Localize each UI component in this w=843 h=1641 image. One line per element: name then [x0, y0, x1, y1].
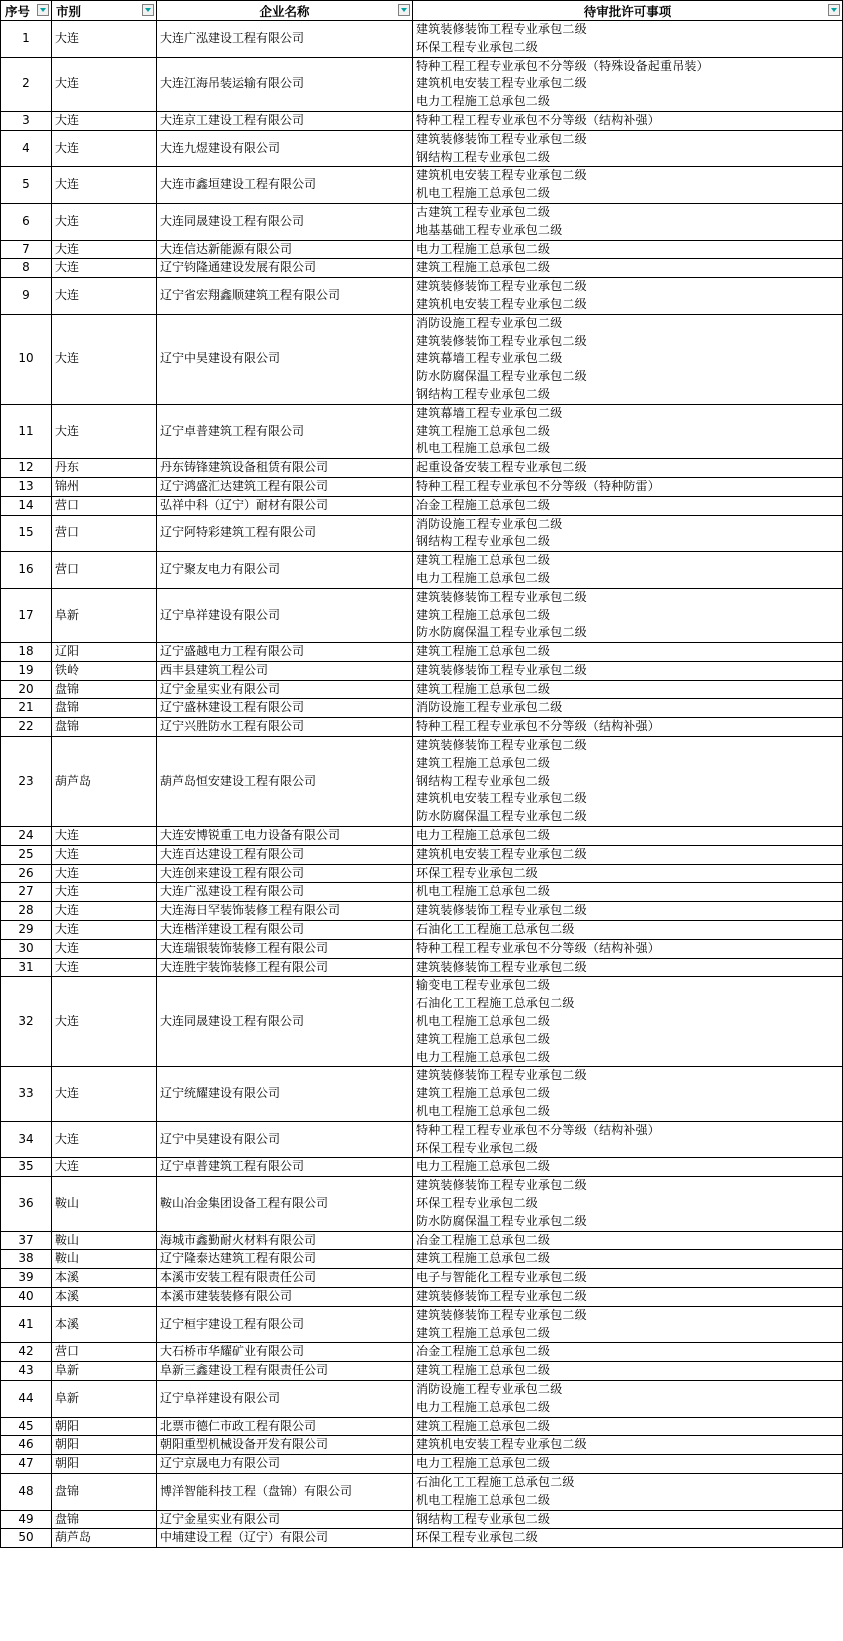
cell-city: 阜新 [52, 588, 157, 642]
table-row [1, 515, 843, 552]
cell-city: 大连 [52, 1121, 157, 1158]
cell-city: 营口 [52, 515, 157, 552]
cell-company: 辽宁兴胜防水工程有限公司 [157, 718, 413, 737]
cell-items: 冶金工程施工总承包二级 [413, 1231, 843, 1250]
cell-no: 21 [1, 699, 52, 718]
table-row [1, 240, 843, 259]
table-row [1, 1121, 843, 1158]
cell-company: 辽宁桓宇建设工程有限公司 [157, 1306, 413, 1343]
cell-items: 特种工程工程专业承包不分等级（特殊设备起重吊装） 建筑机电安装工程专业承包二级 电力工程施工总承包二级 [413, 57, 843, 111]
table-row [1, 1362, 843, 1381]
cell-no: 29 [1, 921, 52, 940]
cell-items: 建筑装修装饰工程专业承包二级 建筑机电安装工程专业承包二级 [413, 278, 843, 315]
cell-items: 建筑工程施工总承包二级 电力工程施工总承包二级 [413, 552, 843, 589]
cell-no: 39 [1, 1269, 52, 1288]
header-row [1, 1, 843, 21]
cell-city: 鞍山 [52, 1250, 157, 1269]
cell-no: 23 [1, 737, 52, 827]
cell-no: 8 [1, 259, 52, 278]
filter-dropdown-icon[interactable] [37, 4, 49, 16]
cell-city: 锦州 [52, 477, 157, 496]
cell-items: 环保工程专业承包二级 [413, 864, 843, 883]
cell-city: 大连 [52, 845, 157, 864]
cell-city: 大连 [52, 939, 157, 958]
cell-items: 建筑机电安装工程专业承包二级 [413, 1436, 843, 1455]
table-row [1, 477, 843, 496]
cell-city: 本溪 [52, 1306, 157, 1343]
cell-company: 辽宁鸿盛汇达建筑工程有限公司 [157, 477, 413, 496]
cell-items: 起重设备安装工程专业承包二级 [413, 459, 843, 478]
cell-no: 44 [1, 1380, 52, 1417]
table-row [1, 459, 843, 478]
cell-city: 营口 [52, 1343, 157, 1362]
table-row [1, 737, 843, 827]
table-row [1, 1510, 843, 1529]
cell-no: 9 [1, 278, 52, 315]
table-row [1, 496, 843, 515]
cell-city: 葫芦岛 [52, 1529, 157, 1548]
cell-city: 营口 [52, 496, 157, 515]
cell-company: 丹东铸锋建筑设备租赁有限公司 [157, 459, 413, 478]
cell-company: 辽宁卓普建筑工程有限公司 [157, 404, 413, 458]
cell-no: 48 [1, 1473, 52, 1510]
cell-items: 建筑装修装饰工程专业承包二级 建筑工程施工总承包二级 机电工程施工总承包二级 [413, 1067, 843, 1121]
cell-company: 大连广泓建设工程有限公司 [157, 883, 413, 902]
table-row [1, 902, 843, 921]
cell-company: 大连海日罕装饰装修工程有限公司 [157, 902, 413, 921]
cell-no: 43 [1, 1362, 52, 1381]
cell-no: 34 [1, 1121, 52, 1158]
cell-company: 大连同晟建设工程有限公司 [157, 203, 413, 240]
header-company: 企业名称 [157, 1, 413, 21]
cell-items: 建筑装修装饰工程专业承包二级 建筑工程施工总承包二级 [413, 1306, 843, 1343]
cell-items: 建筑工程施工总承包二级 [413, 680, 843, 699]
cell-city: 大连 [52, 240, 157, 259]
cell-company: 辽宁聚友电力有限公司 [157, 552, 413, 589]
cell-company: 大连安博锐重工电力设备有限公司 [157, 827, 413, 846]
cell-company: 辽宁金星实业有限公司 [157, 680, 413, 699]
cell-city: 本溪 [52, 1287, 157, 1306]
table-row [1, 643, 843, 662]
table-row [1, 1417, 843, 1436]
cell-city: 朝阳 [52, 1417, 157, 1436]
cell-city: 朝阳 [52, 1436, 157, 1455]
cell-company: 辽宁卓普建筑工程有限公司 [157, 1158, 413, 1177]
cell-company: 大连信达新能源有限公司 [157, 240, 413, 259]
table-row [1, 1231, 843, 1250]
cell-no: 6 [1, 203, 52, 240]
cell-no: 10 [1, 314, 52, 404]
cell-items: 石油化工工程施工总承包二级 机电工程施工总承包二级 [413, 1473, 843, 1510]
cell-no: 26 [1, 864, 52, 883]
cell-items: 机电工程施工总承包二级 [413, 883, 843, 902]
header-items: 待审批许可事项 [413, 1, 843, 21]
cell-no: 46 [1, 1436, 52, 1455]
table-row [1, 278, 843, 315]
cell-city: 大连 [52, 404, 157, 458]
cell-city: 营口 [52, 552, 157, 589]
table-row [1, 1067, 843, 1121]
table-row [1, 552, 843, 589]
cell-items: 特种工程工程专业承包不分等级（特种防雷） [413, 477, 843, 496]
cell-items: 建筑装修装饰工程专业承包二级 建筑工程施工总承包二级 防水防腐保温工程专业承包二级 [413, 588, 843, 642]
cell-city: 大连 [52, 921, 157, 940]
cell-city: 本溪 [52, 1269, 157, 1288]
cell-no: 35 [1, 1158, 52, 1177]
cell-city: 大连 [52, 314, 157, 404]
cell-city: 盘锦 [52, 1473, 157, 1510]
cell-items: 环保工程专业承包二级 [413, 1529, 843, 1548]
cell-items: 消防设施工程专业承包二级 钢结构工程专业承包二级 [413, 515, 843, 552]
cell-items: 消防设施工程专业承包二级 建筑装修装饰工程专业承包二级 建筑幕墙工程专业承包二级 防水防腐保温工程专业承包二级 钢结构工程专业承包二级 [413, 314, 843, 404]
table-row [1, 1436, 843, 1455]
cell-city: 盘锦 [52, 1510, 157, 1529]
cell-no: 50 [1, 1529, 52, 1548]
table-row [1, 921, 843, 940]
cell-company: 大连创来建设工程有限公司 [157, 864, 413, 883]
cell-company: 大连同晟建设工程有限公司 [157, 977, 413, 1067]
table-row [1, 1287, 843, 1306]
table-row [1, 130, 843, 167]
cell-city: 大连 [52, 958, 157, 977]
cell-company: 辽宁钧隆通建设发展有限公司 [157, 259, 413, 278]
cell-items: 建筑工程施工总承包二级 [413, 643, 843, 662]
cell-items: 输变电工程专业承包二级 石油化工工程施工总承包二级 机电工程施工总承包二级 建筑工程施工总承包二级 电力工程施工总承包二级 [413, 977, 843, 1067]
cell-company: 辽宁统耀建设有限公司 [157, 1067, 413, 1121]
cell-company: 大连楷洋建设工程有限公司 [157, 921, 413, 940]
cell-items: 建筑装修装饰工程专业承包二级 钢结构工程专业承包二级 [413, 130, 843, 167]
cell-city: 大连 [52, 1067, 157, 1121]
cell-no: 17 [1, 588, 52, 642]
cell-no: 41 [1, 1306, 52, 1343]
cell-items: 电力工程施工总承包二级 [413, 1158, 843, 1177]
cell-company: 大连胜宇装饰装修工程有限公司 [157, 958, 413, 977]
cell-city: 大连 [52, 883, 157, 902]
table-row [1, 1380, 843, 1417]
cell-company: 大连九煜建设有限公司 [157, 130, 413, 167]
table-row [1, 1177, 843, 1231]
table-row [1, 883, 843, 902]
table-row [1, 404, 843, 458]
cell-items: 特种工程工程专业承包不分等级（结构补强） 环保工程专业承包二级 [413, 1121, 843, 1158]
cell-no: 4 [1, 130, 52, 167]
cell-no: 40 [1, 1287, 52, 1306]
cell-company: 辽宁阿特彩建筑工程有限公司 [157, 515, 413, 552]
cell-company: 辽宁中昊建设有限公司 [157, 1121, 413, 1158]
cell-no: 22 [1, 718, 52, 737]
header-no: 序号 [1, 1, 52, 21]
cell-company: 葫芦岛恒安建设工程有限公司 [157, 737, 413, 827]
cell-items: 建筑工程施工总承包二级 [413, 1417, 843, 1436]
cell-no: 20 [1, 680, 52, 699]
cell-company: 大连广泓建设工程有限公司 [157, 21, 413, 58]
cell-city: 铁岭 [52, 661, 157, 680]
cell-no: 12 [1, 459, 52, 478]
cell-city: 盘锦 [52, 718, 157, 737]
cell-city: 大连 [52, 864, 157, 883]
cell-city: 大连 [52, 902, 157, 921]
cell-items: 钢结构工程专业承包二级 [413, 1510, 843, 1529]
cell-city: 鞍山 [52, 1177, 157, 1231]
cell-company: 鞍山冶金集团设备工程有限公司 [157, 1177, 413, 1231]
cell-company: 北票市德仁市政工程有限公司 [157, 1417, 413, 1436]
cell-company: 辽宁金星实业有限公司 [157, 1510, 413, 1529]
cell-no: 24 [1, 827, 52, 846]
table-row [1, 57, 843, 111]
cell-items: 冶金工程施工总承包二级 [413, 1343, 843, 1362]
cell-no: 11 [1, 404, 52, 458]
table-row [1, 111, 843, 130]
cell-no: 7 [1, 240, 52, 259]
cell-company: 弘祥中科（辽宁）耐材有限公司 [157, 496, 413, 515]
cell-city: 大连 [52, 977, 157, 1067]
table-row [1, 167, 843, 204]
cell-no: 37 [1, 1231, 52, 1250]
cell-no: 3 [1, 111, 52, 130]
table-row [1, 1473, 843, 1510]
cell-items: 建筑工程施工总承包二级 [413, 1250, 843, 1269]
table-row [1, 699, 843, 718]
header-city: 市别 [52, 1, 157, 21]
cell-city: 朝阳 [52, 1455, 157, 1474]
cell-items: 建筑装修装饰工程专业承包二级 [413, 902, 843, 921]
cell-items: 建筑装修装饰工程专业承包二级 环保工程专业承包二级 防水防腐保温工程专业承包二级 [413, 1177, 843, 1231]
cell-items: 古建筑工程专业承包二级 地基基础工程专业承包二级 [413, 203, 843, 240]
table-row [1, 1529, 843, 1548]
cell-city: 大连 [52, 167, 157, 204]
filter-dropdown-icon[interactable] [142, 4, 154, 16]
table-row [1, 21, 843, 58]
cell-items: 电子与智能化工程专业承包二级 [413, 1269, 843, 1288]
cell-items: 电力工程施工总承包二级 [413, 827, 843, 846]
cell-items: 特种工程工程专业承包不分等级（结构补强） [413, 111, 843, 130]
table-row [1, 1158, 843, 1177]
cell-city: 大连 [52, 111, 157, 130]
cell-items: 建筑装修装饰工程专业承包二级 [413, 958, 843, 977]
cell-items: 建筑装修装饰工程专业承包二级 [413, 661, 843, 680]
filter-dropdown-icon[interactable] [828, 4, 840, 16]
cell-company: 辽宁省宏翔鑫顺建筑工程有限公司 [157, 278, 413, 315]
cell-items: 消防设施工程专业承包二级 电力工程施工总承包二级 [413, 1380, 843, 1417]
cell-items: 建筑幕墙工程专业承包二级 建筑工程施工总承包二级 机电工程施工总承包二级 [413, 404, 843, 458]
cell-city: 大连 [52, 130, 157, 167]
cell-items: 冶金工程施工总承包二级 [413, 496, 843, 515]
cell-no: 28 [1, 902, 52, 921]
table-row [1, 1306, 843, 1343]
cell-items: 特种工程工程专业承包不分等级（结构补强） [413, 718, 843, 737]
cell-city: 大连 [52, 278, 157, 315]
cell-no: 16 [1, 552, 52, 589]
cell-company: 辽宁京晟电力有限公司 [157, 1455, 413, 1474]
cell-no: 14 [1, 496, 52, 515]
table-row [1, 1250, 843, 1269]
cell-items: 建筑机电安装工程专业承包二级 [413, 845, 843, 864]
cell-company: 大连江海吊装运输有限公司 [157, 57, 413, 111]
cell-no: 2 [1, 57, 52, 111]
cell-city: 葫芦岛 [52, 737, 157, 827]
cell-company: 海城市鑫勤耐火材料有限公司 [157, 1231, 413, 1250]
table-row [1, 718, 843, 737]
cell-company: 辽宁阜祥建设有限公司 [157, 588, 413, 642]
cell-items: 建筑装修装饰工程专业承包二级 环保工程专业承包二级 [413, 21, 843, 58]
cell-no: 27 [1, 883, 52, 902]
table-row [1, 661, 843, 680]
cell-items: 消防设施工程专业承包二级 [413, 699, 843, 718]
cell-city: 丹东 [52, 459, 157, 478]
cell-items: 建筑机电安装工程专业承包二级 机电工程施工总承包二级 [413, 167, 843, 204]
cell-city: 大连 [52, 259, 157, 278]
cell-company: 大连瑞银装饰装修工程有限公司 [157, 939, 413, 958]
cell-no: 25 [1, 845, 52, 864]
table-row [1, 588, 843, 642]
cell-no: 30 [1, 939, 52, 958]
cell-no: 33 [1, 1067, 52, 1121]
cell-city: 阜新 [52, 1380, 157, 1417]
table-row [1, 680, 843, 699]
cell-company: 大连市鑫垣建设工程有限公司 [157, 167, 413, 204]
cell-no: 47 [1, 1455, 52, 1474]
cell-company: 辽宁盛越电力工程有限公司 [157, 643, 413, 662]
cell-company: 博洋智能科技工程（盘锦）有限公司 [157, 1473, 413, 1510]
cell-no: 15 [1, 515, 52, 552]
cell-city: 辽阳 [52, 643, 157, 662]
cell-no: 13 [1, 477, 52, 496]
cell-city: 大连 [52, 57, 157, 111]
table-row [1, 864, 843, 883]
table-row [1, 1269, 843, 1288]
cell-city: 大连 [52, 203, 157, 240]
cell-no: 49 [1, 1510, 52, 1529]
cell-city: 大连 [52, 827, 157, 846]
cell-items: 建筑工程施工总承包二级 [413, 259, 843, 278]
cell-company: 本溪市安装工程有限责任公司 [157, 1269, 413, 1288]
cell-city: 盘锦 [52, 699, 157, 718]
cell-no: 38 [1, 1250, 52, 1269]
cell-no: 45 [1, 1417, 52, 1436]
table-body [1, 21, 843, 1548]
cell-items: 电力工程施工总承包二级 [413, 240, 843, 259]
table-row [1, 845, 843, 864]
cell-city: 大连 [52, 21, 157, 58]
cell-company: 辽宁隆泰达建筑工程有限公司 [157, 1250, 413, 1269]
table-row [1, 827, 843, 846]
cell-items: 电力工程施工总承包二级 [413, 1455, 843, 1474]
cell-no: 31 [1, 958, 52, 977]
cell-company: 辽宁中昊建设有限公司 [157, 314, 413, 404]
cell-no: 19 [1, 661, 52, 680]
cell-items: 建筑工程施工总承包二级 [413, 1362, 843, 1381]
cell-no: 42 [1, 1343, 52, 1362]
cell-company: 中埔建设工程（辽宁）有限公司 [157, 1529, 413, 1548]
cell-items: 特种工程工程专业承包不分等级（结构补强） [413, 939, 843, 958]
cell-company: 西丰县建筑工程公司 [157, 661, 413, 680]
table-row [1, 1343, 843, 1362]
cell-items: 建筑装修装饰工程专业承包二级 建筑工程施工总承包二级 钢结构工程专业承包二级 建筑机电安装工程专业承包二级 防水防腐保温工程专业承包二级 [413, 737, 843, 827]
cell-company: 朝阳重型机械设备开发有限公司 [157, 1436, 413, 1455]
table-row [1, 259, 843, 278]
cell-items: 建筑装修装饰工程专业承包二级 [413, 1287, 843, 1306]
cell-no: 1 [1, 21, 52, 58]
cell-items: 石油化工工程施工总承包二级 [413, 921, 843, 940]
cell-city: 大连 [52, 1158, 157, 1177]
table-row [1, 1455, 843, 1474]
cell-city: 盘锦 [52, 680, 157, 699]
cell-no: 18 [1, 643, 52, 662]
cell-no: 36 [1, 1177, 52, 1231]
cell-no: 5 [1, 167, 52, 204]
cell-company: 大连百达建设工程有限公司 [157, 845, 413, 864]
table-row [1, 203, 843, 240]
table-row [1, 958, 843, 977]
cell-company: 阜新三鑫建设工程有限责任公司 [157, 1362, 413, 1381]
table-row [1, 939, 843, 958]
table-row [1, 314, 843, 404]
cell-company: 辽宁盛林建设工程有限公司 [157, 699, 413, 718]
cell-company: 本溪市建装装修有限公司 [157, 1287, 413, 1306]
cell-company: 大石桥市华耀矿业有限公司 [157, 1343, 413, 1362]
cell-city: 鞍山 [52, 1231, 157, 1250]
cell-company: 大连京工建设工程有限公司 [157, 111, 413, 130]
cell-company: 辽宁阜祥建设有限公司 [157, 1380, 413, 1417]
cell-no: 32 [1, 977, 52, 1067]
cell-city: 阜新 [52, 1362, 157, 1381]
table-row [1, 977, 843, 1067]
filter-dropdown-icon[interactable] [398, 4, 410, 16]
